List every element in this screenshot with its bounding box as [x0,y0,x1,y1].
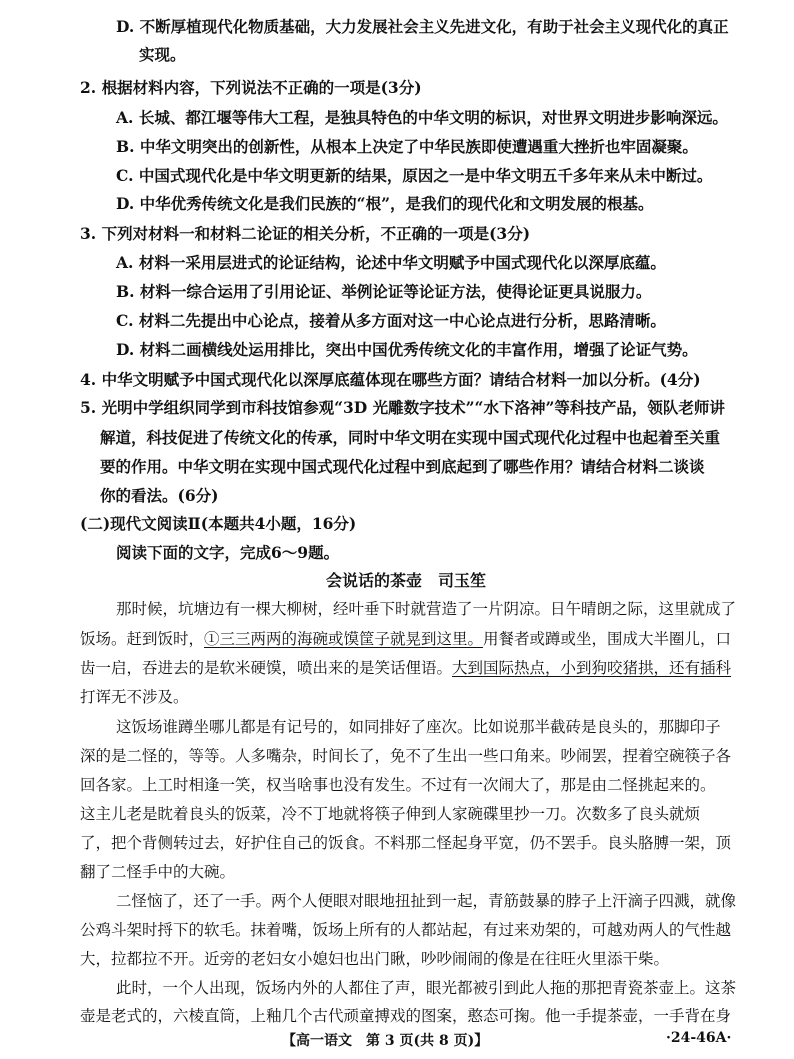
q2-option-b: B. 中华文明突出的创新性，从根本上决定了中华民族即使遭遇重大挫折也牢固凝聚。 [116,137,698,156]
q2-option-c: C. 中国式现代化是中华文明更新的结果，原因之一是中华文明五千多年来从未中断过。 [116,166,713,185]
story-p2-line4: 这主儿老是眈着良头的饭菜，冷不丁地就将筷子伸到人家碗碟里抄一刀。次数多了良头就烦 [80,805,701,823]
option-d-q1-line1: D. 不断厚植现代化物质基础，大力发展社会主义先进文化，有助于社会主义现代化的真正 [116,17,729,36]
story-p2-line1: 这饭场谁蹲坐哪儿都是有记号的，如同排好了座次。比如说那半截砖是良头的，那脚印子 [116,718,721,736]
story-p1-line2-end: 用餐者或蹲或坐，围成大半圈儿，口 [483,630,732,648]
story-p1-line2 [80,629,731,649]
story-p3-line1: 二怪恼了，还了一手。两个人便眼对眼地扭扯到一起，青筋鼓暴的脖子上汗滴子四溅，就像 [116,892,737,910]
story-p3-line2: 公鸡斗架时捋下的软毛。抹着嘴，饭场上所有的人都站起，有过来劝架的，可越劝两人的气性越 [80,921,732,939]
story-p2-line6: 翻了二怪手中的大碗。 [80,863,236,881]
question-5-line1: 5. 光明中学组织同学到市科技馆参观“3D 光雕数字技术”“水下洛神”等科技产品，领队老师讲 [80,398,725,417]
footer-code: ·24-46A· [666,1030,732,1046]
story-p1-line3-start: 齿一启，吞进去的是软米硬馍，喷出来的是笑话俚语。 [80,659,453,677]
story-p1-line2-start: 饭场。赶到饭时， [80,630,205,648]
question-2: 2. 根据材料内容，下列说法不正确的一项是(3分) [80,78,422,97]
section-heading: (二)现代文阅读Ⅱ(本题共4小题，16分) [80,514,357,533]
q2-option-a: A. 长城、都江堰等伟大工程，是独具特色的中华文明的标识，对世界文明进步影响深远。 [116,108,728,127]
story-p2-line5: 了，把个背侧转过去，好护住自己的饭食。不料那二怪起身平宽，仍不罢手。良头胳膊一架，顶 [80,834,732,852]
story-p1-line4: 打诨无不涉及。 [80,688,189,706]
reading-instruction: 阅读下面的文字，完成6～9题。 [116,543,340,562]
q3-option-d: D. 材料二画横线处运用排比，突出中国优秀传统文化的丰富作用，增强了论证气势。 [116,340,698,359]
story-p1-line1: 那时候，坑塘边有一棵大柳树，经叶垂下时就营造了一片阴凉。日午晴朗之际，这里就成了 [116,600,737,618]
story-p2-line3: 回各家。上工时相逢一笑，权当啥事也没有发生。不过有一次闹大了，那是由二怪挑起来的。 [80,776,716,794]
story-title: 会说话的茶壶 司玉笙 [326,571,487,590]
story-p4-line2: 壶是老式的，六棱直筒，上釉几个古代顽童搏戏的图案，憨态可掬。他一手提茶壶，一手背在身 [80,1007,732,1025]
question-5-line3: 要的作用。中华文明在实现中国式现代化过程中到底起到了哪些作用？请结合材料二谈谈 [100,457,705,476]
story-p3-line3: 大，拉都拉不开。近旁的老妇女小媳妇也出门瞅，吵吵闹闹的像是在往旺火里添干柴。 [80,950,670,968]
q3-option-c: C. 材料二先提出中心论点，接着从多方面对这一中心论点进行分析，思路清晰。 [116,311,666,330]
footer-page-info: 【高一语文 第 3 页(共 8 页)】 [282,1033,489,1049]
underlined-sentence-1: ①三三两两的海碗或馍筐子就晃到这里。 [204,630,484,648]
story-p1-line3 [80,658,731,678]
question-5-line4: 你的看法。(6分) [100,486,219,505]
question-5-line2: 解道，科技促进了传统文化的传承，同时中华文明在实现中国式现代化过程中也起着至关重 [100,428,721,447]
question-3: 3. 下列对材料一和材料二论证的相关分析，不正确的一项是(3分) [80,224,531,243]
underlined-sentence-2: 大到国际热点，小到狗咬猪拱，还有插科 [452,659,732,677]
q2-option-d: D. 中华优秀传统文化是我们民族的“根”，是我们的现代化和文明发展的根基。 [116,194,654,213]
q3-option-a: A. 材料一采用层进式的论证结构，论述中华文明赋予中国式现代化以深厚底蕴。 [116,253,666,272]
option-d-q1-line2: 实现。 [139,45,186,64]
story-p2-line2: 深的是二怪的，等等。人多嘴杂，时间长了，免不了生出一些口角来。吵闹罢，捏着空碗筷子各 [80,747,732,765]
question-4: 4. 中华文明赋予中国式现代化以深厚底蕴体现在哪些方面？请结合材料一加以分析。(4分) [80,370,701,389]
q3-option-b: B. 材料一综合运用了引用论证、举例论证等论证方法，使得论证更具说服力。 [116,282,652,301]
story-p4-line1: 此时，一个人出现，饭场内外的人都住了声，眼光都被引到此人拖的那把青瓷茶壶上。这茶 [116,979,737,997]
